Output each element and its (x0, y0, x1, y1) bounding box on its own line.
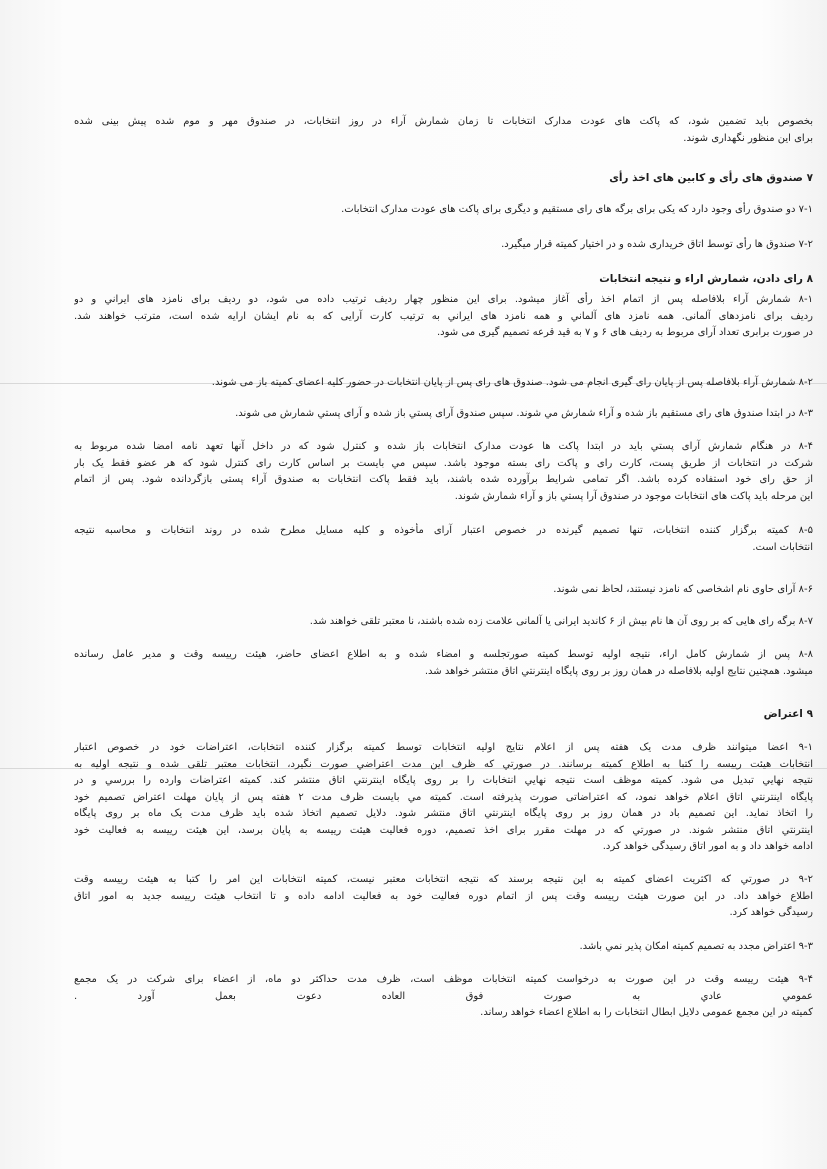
text-line: ۸-۸ پس از شمارش کامل اراء، نتیجه اولیه توسط کمیته صورتجلسه و امضاء شده و به اطلاع اعضای حاضر، هیئت رییسه وقت و مدیر عامل رسانده (74, 649, 813, 660)
text-line: برای این منظور نگهداری شوند. (683, 132, 813, 144)
paragraph-8-1 (74, 292, 813, 342)
text-line: ۸-۵ کمیته برگزار کننده انتخابات، تنها تصمیم گیرنده در خصوص اعتبار آرای مأخوذه و کلیه مسایل مطرح شده در روند انتخابات و محاسبه نتیجه (74, 525, 813, 536)
text-line: انتخابات است. (752, 541, 813, 553)
heading-text: ۹ اعتراض (763, 708, 813, 720)
text-line: انتخابات هیئت رییسه را کتبا به اطلاع کمیته برسانند. در صورتي که ظرف این مدت اعتراضي صورت نگیرد، انتخابات معتبر تلقی شده و نتیجه اولیه به (74, 758, 813, 770)
paragraph-9-1 (74, 740, 813, 856)
text-line: ۸-۱ شمارش آراء بلافاصله پس از اتمام اخذ رأی آغاز میشود. برای این منظور چهار ردیف ترتیب داده می شود، دو ردیف برای نامزد های ایراني و دو (74, 294, 813, 305)
text-line: اینترنتي اتاق منتشر شوند. در صورتي که در مهلت مقرر برای اخذ تصمیم، دوره فعالیت هیئت رییسه به پایان برسد، این هیئت رییسه به فعالیت خود (74, 824, 813, 836)
text-line: ۸-۴ در هنگام شمارش آرای پستي باید در ابتدا پاکت ها عودت مدارک انتخابات باز شده و کنترل شود که در داخل آنها تعهد نامه امضا شده مربوط به (74, 441, 813, 452)
heading-text: ۸ رای دادن، شمارش اراء و نتیجه انتخابات (599, 273, 813, 285)
text-line: این مرحله باید پاکت های انتخابات موجود در صندوق آرا پستي باز و آراء شمارش شوند. (454, 490, 813, 502)
text-line: ۹-۴ هیئت رییسه وقت در این صورت به درخواست کمیته انتخابات موظف است، ظرف مدت حداکثر دو ماه، از اعضاء برای شرکت در یک مجمع (74, 974, 813, 985)
paragraph-8-7 (74, 614, 813, 631)
section-heading-section-7 (74, 170, 813, 187)
paragraph-8-6 (74, 582, 813, 599)
paragraph-8-4 (74, 439, 813, 505)
paragraph-8-3 (74, 406, 813, 423)
paragraph-9-2 (74, 872, 813, 922)
text-line: رسیدگی خواهد کرد. (729, 907, 813, 918)
heading-text: ۷ صندوق های رأی و کابین های اخذ رأی (609, 172, 813, 184)
text-line: از حق رای خود استفاده کرده باشد. اگر تمامی شرایط برآورده شده باشند، باید فقط پاکت انتخابات به صندوق آراء پستی بازگردانده شود. پس از اتمام (74, 474, 813, 485)
text-line: ۸-۳ در ابتدا صندوق های رای مستقیم باز شده و آراء شمارش مي شوند. سپس صندوق آرای پستي باز شده و آرای پستي شمارش می شوند. (235, 408, 813, 419)
paragraph-8-2 (74, 375, 813, 392)
text-line: میشود. همچنین نتایج اولیه بلافاصله در همان روز بر روی پایگاه اینترنتي اتاق منتشر خواهد شد. (424, 665, 813, 677)
text-line: اطلاع خواهد داد. در این صورت هیئت رییسه وقت پس از اتمام دوره فعالیت خود به فعالیت ادامه داده و تا انتخاب هیئت رییسه جدید به امور اتاق (74, 890, 813, 902)
section-heading-section-8 (74, 271, 813, 288)
paragraph-9-4 (74, 972, 813, 1022)
text-line: شرکت در انتخابات از طریق پست، کارت رای و پاکت رای بسته موجود باشد. سپس مي بایست بر اساس کارت رای کنترل شود که هر عضو فقط یک بار (74, 457, 813, 469)
text-line: ۷-۱ دو صندوق رأی وجود دارد که یکی برای برگه های رای مستقیم و دیگری برای پاکت های عودت مدارک انتخابات. (341, 204, 813, 215)
text-line: ردیف برای نامزدهای آلمانی. همه نامزد های آلماني و همه نامزد های ایراني به ترتیب کارت آرایی که به نام ایشان ارایه شده است، مترتب خواهند شد. (74, 310, 813, 322)
text-line: در صورت برابری تعداد آرای مربوط به ردیف های ۶ و ۷ به قید قرعه تصمیم گیری می شود. (437, 327, 813, 338)
paragraph-intro (74, 114, 813, 147)
text-line: ۹-۲ در صورتي که اکثریت اعضای کمیته به این نتیجه برسند که نتیجه انتخابات معتبر نیست، کمیته انتخابات این امر را کتبا به هیئت رییسه وقت (74, 874, 813, 885)
paragraph-7-1 (74, 202, 813, 219)
text-line: ۹-۳ اعتراض مجدد به تصمیم کمیته امکان پذیر نمي باشد. (579, 941, 813, 952)
text-line: ۸-۷ برگه رای هایی که بر روی آن ها نام بیش از ۶ کاندید ایرانی یا آلمانی علامت زده شده باشند، نا معتبر تلقی خواهند شد. (309, 616, 813, 627)
paragraph-8-8 (74, 647, 813, 680)
text-line: ۷-۲ صندوق ها رأی توسط اتاق خریداری شده و در اختیار کمیته قرار میگیرد. (501, 239, 813, 250)
text-line: را اتخاذ نماید. این تصمیم باد در همان روز بر روی پایگاه اینترنتي اتاق منتشر شود. دلایل تصمیم اتخاذ شده باید ظرف مدت یک ماه بر روی پایگاه (74, 808, 813, 819)
paragraph-9-3 (74, 939, 813, 956)
paragraph-7-2 (74, 237, 813, 254)
text-line: ۸-۲ شمارش آراء بلافاصله پس از پایان رای گیری انجام می شود. صندوق های رای پس از پایان انتخابات در حضور کلیه اعضای کمیته باز می شوند. (211, 377, 813, 388)
text-line: ادامه خواهد داد و به امور اتاق رسیدگی خواهد کرد. (602, 841, 813, 852)
paragraph-8-5 (74, 523, 813, 556)
text-line: نتیجه نهایي تبدیل می شود. کمیته موظف است نتیجه نهایي انتخابات را بر روی پایگاه اینترنتي اتاق منتشر کند. کمیته اعتراضات وارده را بررسي و در (74, 775, 813, 786)
text-line: ۹-۱ اعضا میتوانند ظرف مدت یک هفته پس از اعلام نتایج اولیه انتخابات توسط کمیته برگزار کننده انتخابات، اعتراضات خود در خصوص اعتبار (74, 742, 813, 753)
text-line: عمومي عادي به صورت فوق العاده دعوت بعمل آورد . (74, 990, 813, 1002)
text-line: پایگاه اینترنتي اتاق اعلام خواهد نمود، که اعتراضاتی صورت پذیرفته است. کمیته مي بایست ظرف مدت ۲ هفته پس از پایان مهلت اعتراض تصمیم خود (74, 791, 813, 803)
text-line: ۸-۶ آرای حاوی نام اشخاصی که نامزد نیستند، لحاظ نمی شوند. (553, 584, 813, 595)
text-line: بخصوص باید تضمین شود، که پاکت های عودت مدارک انتخابات تا زمان شمارش آراء در روز انتخابات، در صندوق مهر و موم شده پیش بینی شده (74, 116, 813, 127)
text-line: کمیته در این مجمع عمومی دلایل ابطال انتخابات را به اطلاع اعضاء خواهد رساند. (480, 1007, 813, 1018)
section-heading-section-9 (74, 706, 813, 723)
